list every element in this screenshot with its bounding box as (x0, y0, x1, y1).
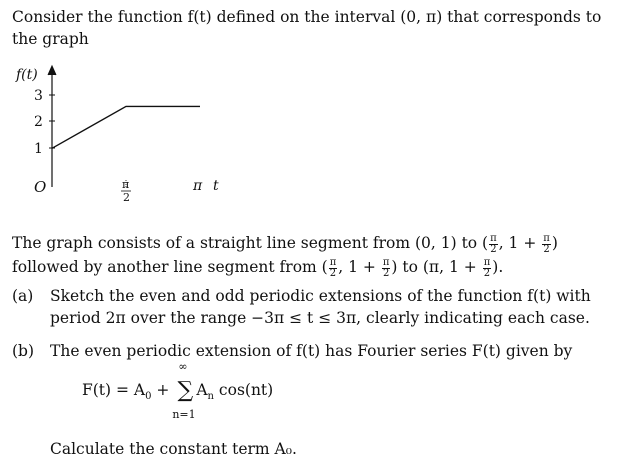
part-a-label: (a) (12, 287, 34, 305)
x-axis-label: t (213, 178, 219, 194)
y-axis-label: f(t) (16, 67, 38, 83)
y-axis-arrow-icon (48, 66, 56, 75)
function-graph (12, 62, 242, 212)
part-b-line-2: Calculate the constant term A₀. (50, 440, 297, 458)
part-b-line-1: The even periodic extension of f(t) has Fourier series F(t) given by (50, 342, 573, 360)
description-line-2: followed by another line segment from ( $\frac{\pi}{2}$ , 1 + $\frac{\pi}{2}$ ) to (π, 1 + $\frac{\pi}{2}$ ). (12, 256, 504, 279)
function-curve (52, 106, 200, 148)
intro-line-2: the graph (12, 30, 89, 48)
x-tick-pi: π (193, 178, 203, 194)
summation (172, 360, 196, 421)
x-tick-pi-half-den: 2 (123, 191, 130, 204)
y-tick-label-3: 3 (34, 88, 43, 104)
part-a-line-2: period 2π over the range −3π ≤ t ≤ 3π, clearly indicating each case. (50, 309, 590, 327)
fourier-series-formula: $F(t) = A_0$ + ∞ ∑ n=1 $A_n$ cos(nt) (82, 360, 274, 421)
sum-symbol: ∑ (177, 378, 194, 403)
description-line-1: The graph consists of a straight line segment from (0, 1) to ( $\frac{\pi}{2}$ , 1 + $\frac{\pi}{2}$ ) (12, 232, 558, 255)
origin-label: O (34, 178, 47, 196)
fraction-pi-over-2: $\frac{\pi}{2}$ (329, 256, 337, 279)
part-a-line-1: Sketch the even and odd periodic extensions of the function f(t) with (50, 287, 591, 305)
fraction-pi-over-2: $\frac{\pi}{2}$ (490, 232, 497, 255)
sum-lower-limit: n=1 (172, 408, 196, 421)
fraction-pi-over-2: $\frac{\pi}{2}$ (543, 232, 550, 255)
intro-line-1: Consider the function f(t) defined on the interval (0, π) that corresponds to (12, 8, 602, 26)
y-tick-label-2: 2 (34, 114, 43, 130)
part-b-label: (b) (12, 342, 35, 360)
fraction-pi-over-2: $\frac{\pi}{2}$ (483, 256, 491, 279)
y-tick-label-1: 1 (34, 141, 43, 157)
sum-upper-limit: ∞ (178, 360, 188, 373)
fraction-pi-over-2: $\frac{\pi}{2}$ (382, 256, 390, 279)
x-tick-pi-half-num: π (122, 178, 130, 191)
